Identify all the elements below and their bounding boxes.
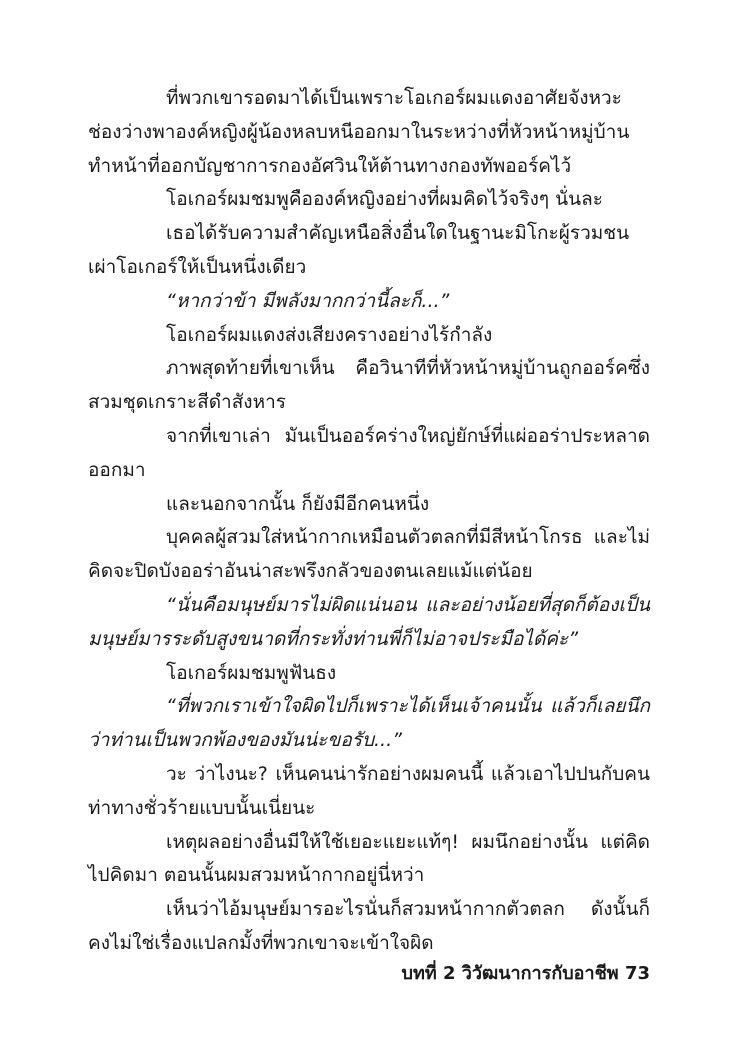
paragraph-13: วะ ว่าไงนะ? เห็นคนน่ารักอย่างผมคนนี้ แล้วเอาไปปนกับคนท่าทางชั่วร้ายแบบนั้นเนี่ยนะ bbox=[88, 762, 650, 819]
paragraph-14: เหตุผลอย่างอื่นมีให้ใช้เยอะแยะแท้ๆ! ผมนึกอย่างนั้น แต่คิดไปคิดมา ตอนนั้นผมสวมหน้ากากอยู่นี่หว่า bbox=[88, 830, 650, 887]
page-number: 73 bbox=[624, 963, 650, 984]
paragraph-5: โอเกอร์ผมแดงส่งเสียงครางอย่างไร้กำลัง bbox=[166, 323, 493, 346]
dialogue-paragraph-10: “นั่นคือมนุษย์มารไม่ผิดแน่นอน และอย่างน้อยที่สุดก็ต้องเป็นมนุษย์มารระดับสูงขนาดที่กระทั่งท่านพี่ก็ไม่อาจประมือได้ค่ะ” bbox=[88, 593, 650, 650]
dialogue-paragraph-4: “หากว่าข้า มีพลังมากกว่านี้ละก็...” bbox=[166, 289, 450, 312]
page-body bbox=[88, 82, 650, 961]
paragraph-1: ที่พวกเขารอดมาได้เป็นเพราะโอเกอร์ผมแดงอาศัยจังหวะช่องว่างพาองค์หญิงผู้น้องหลบหนีออกมาในระหว่างที่หัวหน้าหมู่บ้านทำหน้าที่ออกบัญชาการกองอัศวินให้ต้านทางกองทัพออร์คไว้ bbox=[88, 87, 630, 177]
page-footer bbox=[88, 958, 650, 987]
paragraph-6: ภาพสุดท้ายที่เขาเห็น คือวินาทีที่หัวหน้าหมู่บ้านถูกออร์คซึ่งสวมชุดเกราะสีดำสังหาร bbox=[88, 357, 650, 414]
chapter-title: บทที่ 2 วิวัฒนาการกับอาชีพ bbox=[401, 963, 619, 984]
dialogue-paragraph-12: “ที่พวกเราเข้าใจผิดไปก็เพราะได้เห็นเจ้าคนนั้น แล้วก็เลยนึกว่าท่านเป็นพวกพ้องของมันน่ะขอรับ...” bbox=[88, 695, 650, 752]
paragraph-11: โอเกอร์ผมชมพูฟันธง bbox=[166, 661, 337, 684]
paragraph-9: บุคคลผู้สวมใส่หน้ากากเหมือนตัวตลกที่มีสีหน้าโกรธ และไม่คิดจะปิดบังออร่าอันน่าสะพรึงกลัวของตนเลยแม้แต่น้อย bbox=[88, 526, 650, 583]
paragraph-3: เธอได้รับความสำคัญเหนือสิ่งอื่นใดในฐานะมิโกะผู้รวมชนเผ่าโอเกอร์ให้เป็นหนึ่งเดียว bbox=[88, 222, 630, 278]
paragraph-2: โอเกอร์ผมชมพูคือองค์หญิงอย่างที่ผมคิดไว้จริงๆ นั่นละ bbox=[166, 188, 603, 211]
paragraph-7: จากที่เขาเล่า มันเป็นออร์คร่างใหญ่ยักษ์ที่แผ่ออร่าประหลาดออกมา bbox=[88, 424, 650, 481]
paragraph-8: และนอกจากนั้น ก็ยังมีอีกคนหนึ่ง bbox=[166, 492, 430, 515]
paragraph-15: เห็นว่าไอ้มนุษย์มารอะไรนั่นก็สวมหน้ากากตัวตลก ดังนั้นก็คงไม่ใช่เรื่องแปลกมั้งที่พวกเขาจะเข้าใจผิด bbox=[88, 898, 650, 954]
